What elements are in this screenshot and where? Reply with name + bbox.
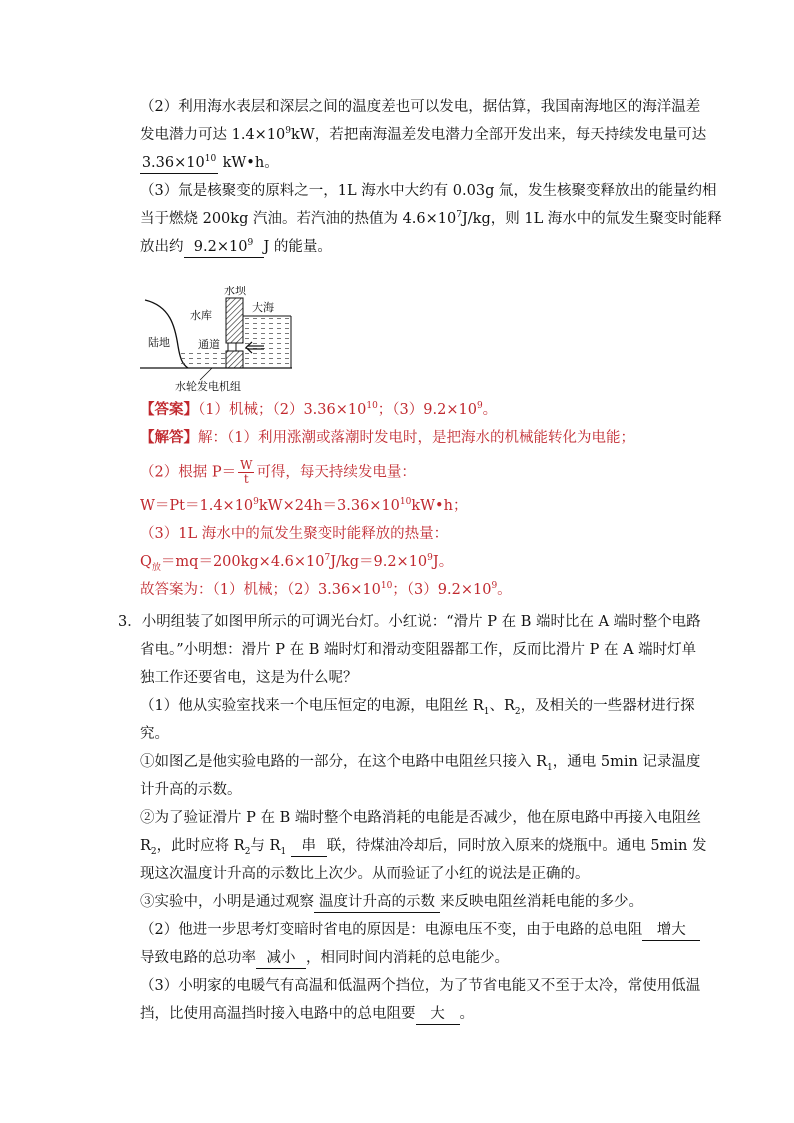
solution-line-6: 故答案为：（1）机械；$(2)3.36\times 10^{10}$；$(3)9.2\times 10^9$。 — [140, 581, 512, 598]
q3-p2-line-2: 导致电路的总功率 减小 ，相同时间内消耗的总电能少。 — [140, 948, 509, 969]
sea-water — [243, 316, 291, 368]
q3-c3-line: ③实验中，小明是通过观察 温度计升高的示数 来反映电阻丝消耗电能的多少。 — [140, 892, 643, 913]
dam-wall — [226, 298, 243, 343]
q2-3-line-1: （3）氚是核聚变的原料之一，1L 海水中大约有 0.03g 氚，发生核聚变释放出的能量约相 — [140, 183, 717, 199]
q2-2-line-1: （2）利用海水表层和深层之间的温度差也可以发电，据估算，我国南海地区的海洋温差 — [140, 99, 701, 115]
q2-3-line-2: 当于燃烧 200kg 汽油。若汽油的热值为 $4.6\times 10^7J/kg$，则 1L 海水中的氚发生聚变时能释 — [140, 210, 722, 227]
label-reservoir: 水库 — [190, 309, 212, 322]
resistance-answer-blank: 增大 — [642, 920, 700, 941]
q3-line-1: 3．小明组装了如图甲所示的可调光台灯。小红说：“滑片 P 在 B 端时比在 A 端时整个电路 — [118, 614, 701, 630]
solution-line-1: 【解答】解：（1）利用涨潮或落潮时发电时，是把海水的机械能转化为电能； — [140, 429, 635, 446]
power-answer-blank: 减小 — [256, 948, 306, 969]
q2-2-line-3: $3.36\times 10^{10}$ kW•h。 — [140, 153, 279, 174]
q3-c2-line-2: $R_2$，此时应将 $R_2$与 $R_1$ 串 联，待煤油冷却后，同时放入原来的烧瓶中。通电 5min 发 — [140, 838, 707, 857]
q3-c2-line-3: 现这次温度计升高的示数比上次少。从而验证了小红的说法是正确的。 — [140, 866, 590, 882]
solution-line-2: （2）根据 P＝ $\frac{W}{t}$ 可得，每天持续发电量： — [140, 458, 416, 486]
q3-p3-line-1: （3）小明家的电暖气有高温和低温两个挡位，为了节省电能又不至于太冷，常使用低温 — [140, 978, 701, 994]
label-channel: 通道 — [198, 338, 220, 351]
label-turbine: 水轮发电机组 — [175, 380, 241, 393]
q3-c1-line-2: 计升高的示数。 — [140, 782, 242, 798]
series-answer-blank: 串 — [291, 836, 327, 857]
label-dam: 水坝 — [224, 286, 246, 297]
label-land: 陆地 — [148, 336, 170, 349]
solution-line-5: $Q_放=mq=200kg\times 4.6\times 10^7J/kg=9.2\times 10^9J$。 — [140, 553, 454, 573]
q2-2-answer-blank: $3.36\times 10^{10}$ — [140, 153, 218, 174]
q3-p2-line-1: （2）他进一步思考灯变暗时省电的原因是：电源电压不变，由于电路的总电阻 增大 — [140, 920, 700, 941]
q3-line-3: 独工作还要省电，这是为什么呢？ — [140, 670, 358, 686]
dam-base — [226, 351, 243, 368]
turbine-icon — [228, 343, 236, 351]
q3-line-2: 省电。”小明想：滑片 P 在 B 端时灯和滑动变阻器都工作，反而比滑片 P 在 A 端时灯单 — [140, 642, 697, 658]
reservoir-water — [180, 350, 226, 368]
solution-line-4: （3）1L 海水中的氚发生聚变时能释放的热量： — [140, 526, 449, 542]
formula-fraction: $\frac{W}{t}$ — [240, 458, 253, 486]
q3-p1-line-2: 究。 — [140, 726, 169, 742]
label-sea: 大海 — [252, 301, 274, 314]
answer-line: 【答案】（1）机械；$(2)3.36\times 10^{10}$；$(3)9.2\times 10^9$。 — [140, 401, 498, 418]
q2-2-line-2: 发电潜力可达 $1.4\times 10^9kW$，若把南海温差发电潜力全部开发出来，每天持续发电量可达 — [140, 126, 707, 143]
q3-c1-line-1: ①如图乙是他实验电路的一部分，在这个电路中电阻丝只接入 $R_1$，通电 5min 记录温度 — [140, 754, 701, 773]
q2-3-answer-blank: $9.2\times 10^9$ — [184, 237, 264, 258]
observation-answer-blank: 温度计升高的示数 — [314, 892, 440, 913]
dam-diagram — [140, 286, 300, 400]
q3-p3-line-2: 挡，比使用高温挡时接入电路中的总电阻要 大 。 — [140, 1004, 474, 1025]
solution-line-3: $W=Pt=1.4\times 10^9kW\times 24h=3.36\times 10^{10}kW•h$； — [140, 497, 468, 514]
q2-3-line-3: 放出约 $9.2\times 10^9$ J 的能量。 — [140, 237, 332, 258]
q3-c2-line-1: ②为了验证滑片 P 在 B 端时整个电路消耗的电能是否减少，他在原电路中再接入电阻丝 — [140, 810, 701, 826]
total-resistance-answer-blank: 大 — [416, 1004, 460, 1025]
q3-p1-line-1: （1）他从实验室找来一个电压恒定的电源，电阻丝 $R_1$、$R_2$，及相关的一些器材进行探 — [140, 698, 695, 717]
